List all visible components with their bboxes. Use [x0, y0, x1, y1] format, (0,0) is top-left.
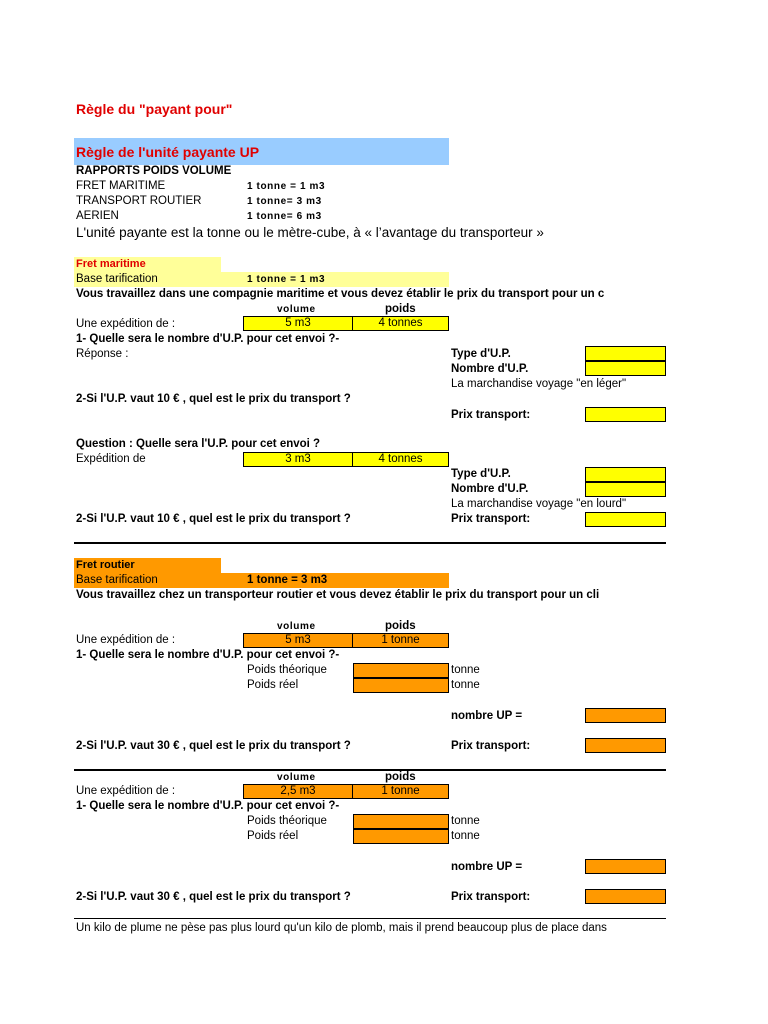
maritime-ex2-note: La marchandise voyage "en lourd" [451, 498, 627, 510]
maritime-ex1-q2: 2-Si l'U.P. vaut 10 € , quel est le prix du transport ? [76, 393, 351, 405]
rapport-label-maritime: FRET MARITIME [76, 180, 166, 192]
routier-ex1-unit-reel: tonne [451, 679, 480, 691]
routier-ex1-unit-theo: tonne [451, 664, 480, 676]
routier-ex2-poids-theo-label: Poids théorique [247, 815, 327, 827]
routier-ex2-poids: 1 tonne [352, 784, 449, 799]
maritime-ex2-prix-input[interactable] [585, 512, 666, 527]
maritime-ex1-nombre-up-input[interactable] [585, 361, 666, 376]
maritime-ex1-type-up-label: Type d'U.P. [451, 348, 511, 360]
maritime-ex2-question: Question : Quelle sera l'U.P. pour cet envoi ? [76, 438, 321, 450]
maritime-ex1-note: La marchandise voyage "en léger" [451, 378, 627, 390]
routier-ex1-q2: 2-Si l'U.P. vaut 30 € , quel est le prix du transport ? [76, 740, 351, 752]
routier-ex2-poids-theo-input[interactable] [353, 814, 449, 829]
routier-ex2-q1: 1- Quelle sera le nombre d'U.P. pour cet envoi ?- [76, 800, 340, 812]
maritime-ex1-volume: 5 m3 [243, 316, 353, 331]
rapports-heading: RAPPORTS POIDS VOLUME [76, 165, 232, 177]
routier-ex1-poids-theo-label: Poids théorique [247, 664, 327, 676]
routier-ex2-col-poids: poids [385, 771, 416, 783]
maritime-base-label: Base tarification [76, 273, 158, 285]
maritime-ex2-label: Expédition de [76, 453, 146, 465]
routier-ex1-poids-reel-label: Poids réel [247, 679, 299, 691]
routier-ex1-prix-input[interactable] [585, 738, 666, 753]
maritime-ex2-nombre-up-label: Nombre d'U.P. [451, 483, 529, 495]
section-divider [74, 542, 666, 544]
up-note: L'unité payante est la tonne ou le mètre-cube, à « l’avantage du transporteur » [76, 225, 544, 240]
routier-ex1-poids-reel-input[interactable] [353, 678, 449, 693]
routier-ex1-nombre-up-input[interactable] [585, 708, 666, 723]
routier-ex2-prix-label: Prix transport: [451, 891, 531, 903]
rapport-value-maritime: 1 tonne = 1 m3 [247, 181, 326, 192]
maritime-header: Fret maritime [76, 258, 146, 270]
maritime-ex2-prix-label: Prix transport: [451, 513, 531, 525]
maritime-ex2-poids: 4 tonnes [352, 452, 449, 467]
page-title: Règle du "payant pour" [76, 101, 233, 117]
maritime-ex1-type-up-input[interactable] [585, 346, 666, 361]
maritime-col-poids: poids [385, 303, 416, 315]
routier-ex2-nombre-up-label: nombre UP = [451, 861, 523, 873]
routier-ex1-col-poids: poids [385, 620, 416, 632]
up-header-title: Règle de l'unité payante UP [76, 144, 260, 160]
routier-header: Fret routier [76, 559, 135, 571]
maritime-ex1-nombre-up-label: Nombre d'U.P. [451, 363, 529, 375]
routier-ex1-prix-label: Prix transport: [451, 740, 531, 752]
routier-ex2-volume: 2,5 m3 [243, 784, 353, 799]
section-divider-2 [74, 769, 666, 771]
routier-ex2-nombre-up-input[interactable] [585, 859, 666, 874]
maritime-ex1-prix-input[interactable] [585, 407, 666, 422]
maritime-ex2-nombre-up-input[interactable] [585, 482, 666, 497]
maritime-ex2-type-up-label: Type d'U.P. [451, 468, 511, 480]
routier-ex2-poids-reel-label: Poids réel [247, 830, 299, 842]
routier-ex1-nombre-up-label: nombre UP = [451, 710, 523, 722]
routier-ex1-q1: 1- Quelle sera le nombre d'U.P. pour cet envoi ?- [76, 649, 340, 661]
routier-ex1-poids-theo-input[interactable] [353, 663, 449, 678]
rapport-label-routier: TRANSPORT ROUTIER [76, 195, 202, 207]
maritime-ex2-q2: 2-Si l'U.P. vaut 10 € , quel est le prix du transport ? [76, 513, 351, 525]
routier-ex1-poids: 1 tonne [352, 633, 449, 648]
routier-ex1-col-volume: volume [277, 621, 316, 632]
maritime-ex2-volume: 3 m3 [243, 452, 353, 467]
routier-base-value: 1 tonne = 3 m3 [247, 574, 328, 586]
maritime-base-value: 1 tonne = 1 m3 [247, 274, 326, 285]
routier-ex1-label: Une expédition de : [76, 634, 176, 646]
routier-ex2-label: Une expédition de : [76, 785, 176, 797]
routier-ex2-col-volume: volume [277, 772, 316, 783]
routier-ex2-q2: 2-Si l'U.P. vaut 30 € , quel est le prix du transport ? [76, 891, 351, 903]
routier-ex2-prix-input[interactable] [585, 889, 666, 904]
maritime-ex1-q1: 1- Quelle sera le nombre d'U.P. pour cet envoi ?- [76, 333, 340, 345]
routier-ex1-volume: 5 m3 [243, 633, 353, 648]
maritime-ex1-reponse: Réponse : [76, 348, 129, 360]
maritime-ex1-label: Une expédition de : [76, 318, 176, 330]
maritime-col-volume: volume [277, 304, 316, 315]
rapport-value-aerien: 1 tonne= 6 m3 [247, 211, 322, 222]
routier-ex2-unit-reel: tonne [451, 830, 480, 842]
routier-ex2-unit-theo: tonne [451, 815, 480, 827]
maritime-ex1-prix-label: Prix transport: [451, 409, 531, 421]
footer-note: Un kilo de plume ne pèse pas plus lourd qu'un kilo de plomb, mais il prend beaucoup plus de place dans [76, 922, 607, 934]
routier-intro: Vous travaillez chez un transporteur routier et vous devez établir le prix du transport pour un cli [76, 589, 600, 601]
rapport-label-aerien: AERIEN [76, 210, 119, 222]
routier-base-label: Base tarification [76, 574, 158, 586]
rapport-value-routier: 1 tonne= 3 m3 [247, 196, 322, 207]
maritime-ex1-poids: 4 tonnes [352, 316, 449, 331]
routier-ex2-poids-reel-input[interactable] [353, 829, 449, 844]
maritime-intro: Vous travaillez dans une compagnie maritime et vous devez établir le prix du transport pour un c [76, 288, 605, 300]
footer-divider [74, 918, 666, 919]
maritime-ex2-type-up-input[interactable] [585, 467, 666, 482]
